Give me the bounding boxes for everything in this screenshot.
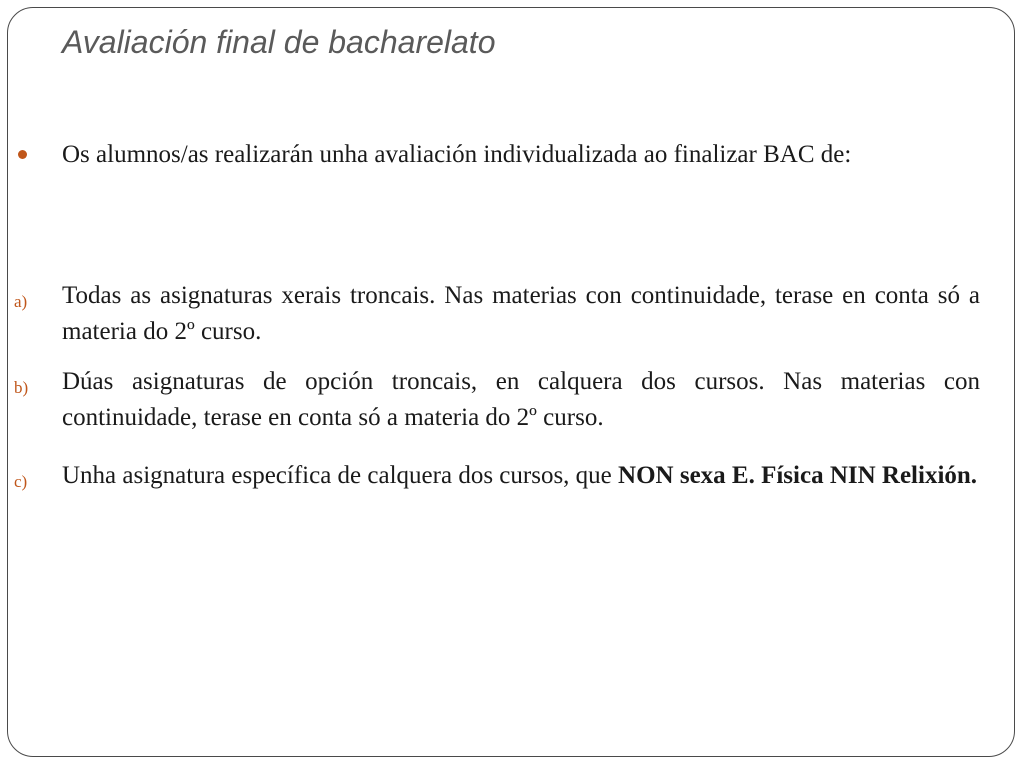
slide-title: Avaliación final de bacharelato [62,24,496,60]
list-marker-a: a) [14,292,28,311]
list-item-a: Todas as asignaturas xerais troncais. Nas materias con continuidade, terase en conta só a materia do 2º curso. [62,282,980,345]
list-marker-b: b) [14,378,29,397]
bullet-icon [18,150,27,159]
intro-text: Os alumnos/as realizarán unha avaliación individualizada ao finalizar BAC de: [62,141,852,168]
list-item-b: Dúas asignaturas de opción troncais, en calquera dos cursos. Nas materias con continuidade, terase en conta só a materia do 2º curso. [62,368,980,431]
list-marker-c: c) [14,472,28,491]
list-item-c-emphasis: NON sexa E. Física NIN Relixión. [618,462,978,489]
list-item-c-text: Unha asignatura específica de calquera dos cursos, que [62,462,619,489]
list-item-c [62,458,980,494]
